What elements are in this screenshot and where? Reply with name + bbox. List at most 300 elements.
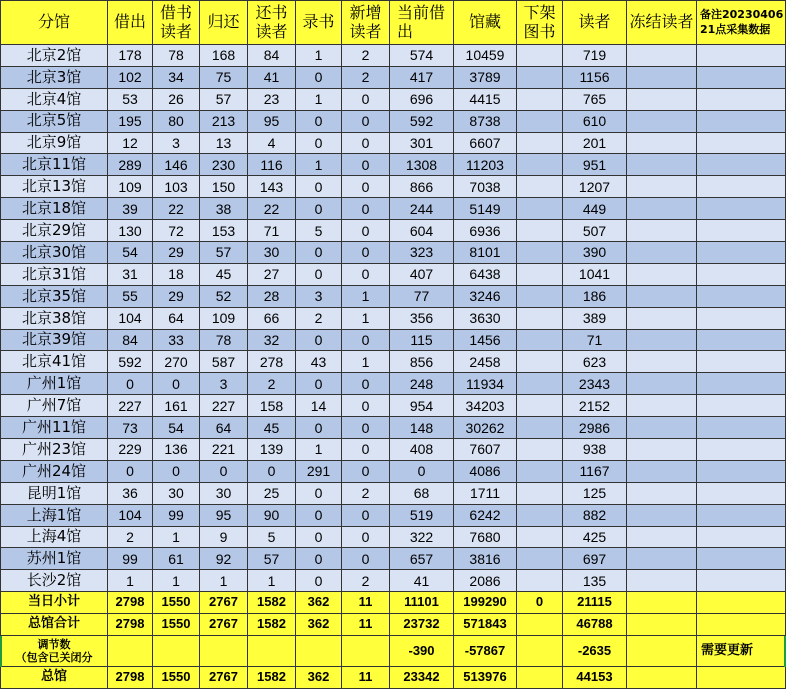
- frozen-readers-cell[interactable]: [627, 570, 697, 592]
- cataloged-books-cell[interactable]: 1: [296, 154, 342, 176]
- note-cell[interactable]: [697, 373, 786, 395]
- loans-cell[interactable]: 2798: [108, 667, 153, 689]
- summary-label-cell[interactable]: 总馆合计: [0, 614, 108, 636]
- current-loans-cell[interactable]: 856: [390, 351, 454, 373]
- borrowing-readers-cell[interactable]: 54: [153, 417, 200, 439]
- returns-cell[interactable]: 78: [200, 330, 248, 352]
- loans-cell[interactable]: 195: [108, 111, 153, 133]
- holdings-cell[interactable]: -57867: [454, 636, 517, 667]
- note-cell[interactable]: [697, 198, 786, 220]
- cataloged-books-cell[interactable]: 362: [296, 592, 342, 614]
- borrowing-readers-cell[interactable]: 34: [153, 67, 200, 89]
- new-readers-cell[interactable]: 11: [342, 667, 390, 689]
- delisted-books-cell[interactable]: [517, 286, 563, 308]
- new-readers-cell[interactable]: 0: [342, 264, 390, 286]
- loans-cell[interactable]: 2: [108, 527, 153, 549]
- cataloged-books-cell[interactable]: 0: [296, 133, 342, 155]
- delisted-books-cell[interactable]: [517, 548, 563, 570]
- cataloged-books-cell[interactable]: 3: [296, 286, 342, 308]
- returning-readers-cell[interactable]: 45: [248, 417, 296, 439]
- holdings-cell[interactable]: 571843: [454, 614, 517, 636]
- frozen-readers-cell[interactable]: [627, 330, 697, 352]
- borrowing-readers-cell[interactable]: 0: [153, 461, 200, 483]
- frozen-readers-cell[interactable]: [627, 45, 697, 67]
- holdings-cell[interactable]: 6242: [454, 505, 517, 527]
- returning-readers-cell[interactable]: 25: [248, 483, 296, 505]
- returns-cell[interactable]: 9: [200, 527, 248, 549]
- current-loans-cell[interactable]: 148: [390, 417, 454, 439]
- readers-cell[interactable]: 21115: [563, 592, 627, 614]
- delisted-books-cell[interactable]: [517, 351, 563, 373]
- readers-cell[interactable]: 1167: [563, 461, 627, 483]
- current-loans-cell[interactable]: 417: [390, 67, 454, 89]
- readers-cell[interactable]: 610: [563, 111, 627, 133]
- col-header-returns[interactable]: 归还: [200, 0, 248, 45]
- delisted-books-cell[interactable]: [517, 67, 563, 89]
- returns-cell[interactable]: 587: [200, 351, 248, 373]
- note-cell[interactable]: [697, 220, 786, 242]
- holdings-cell[interactable]: 8738: [454, 111, 517, 133]
- loans-cell[interactable]: 2798: [108, 614, 153, 636]
- current-loans-cell[interactable]: 322: [390, 527, 454, 549]
- readers-cell[interactable]: 1207: [563, 176, 627, 198]
- frozen-readers-cell[interactable]: [627, 667, 697, 689]
- frozen-readers-cell[interactable]: [627, 154, 697, 176]
- readers-cell[interactable]: 186: [563, 286, 627, 308]
- delisted-books-cell[interactable]: [517, 45, 563, 67]
- loans-cell[interactable]: 104: [108, 505, 153, 527]
- delisted-books-cell[interactable]: [517, 667, 563, 689]
- col-header-note[interactable]: [697, 0, 786, 45]
- returning-readers-cell[interactable]: 28: [248, 286, 296, 308]
- frozen-readers-cell[interactable]: [627, 264, 697, 286]
- current-loans-cell[interactable]: 23732: [390, 614, 454, 636]
- note-cell[interactable]: [697, 89, 786, 111]
- current-loans-cell[interactable]: 604: [390, 220, 454, 242]
- borrowing-readers-cell[interactable]: 1550: [153, 614, 200, 636]
- frozen-readers-cell[interactable]: [627, 439, 697, 461]
- new-readers-cell[interactable]: 0: [342, 220, 390, 242]
- current-loans-cell[interactable]: 323: [390, 242, 454, 264]
- new-readers-cell[interactable]: 0: [342, 242, 390, 264]
- frozen-readers-cell[interactable]: [627, 133, 697, 155]
- borrowing-readers-cell[interactable]: 0: [153, 373, 200, 395]
- holdings-cell[interactable]: 7038: [454, 176, 517, 198]
- new-readers-cell[interactable]: 0: [342, 176, 390, 198]
- holdings-cell[interactable]: 34203: [454, 395, 517, 417]
- readers-cell[interactable]: 44153: [563, 667, 627, 689]
- cataloged-books-cell[interactable]: 14: [296, 395, 342, 417]
- loans-cell[interactable]: 0: [108, 461, 153, 483]
- new-readers-cell[interactable]: 0: [342, 505, 390, 527]
- loans-cell[interactable]: 592: [108, 351, 153, 373]
- cataloged-books-cell[interactable]: [296, 636, 342, 667]
- branch-name-cell[interactable]: 广州24馆: [0, 461, 108, 483]
- readers-cell[interactable]: 697: [563, 548, 627, 570]
- delisted-books-cell[interactable]: [517, 417, 563, 439]
- cataloged-books-cell[interactable]: 5: [296, 220, 342, 242]
- frozen-readers-cell[interactable]: [627, 89, 697, 111]
- returning-readers-cell[interactable]: 1582: [248, 667, 296, 689]
- holdings-cell[interactable]: 2458: [454, 351, 517, 373]
- new-readers-cell[interactable]: 0: [342, 198, 390, 220]
- delisted-books-cell[interactable]: [517, 439, 563, 461]
- current-loans-cell[interactable]: 519: [390, 505, 454, 527]
- cataloged-books-cell[interactable]: 1: [296, 45, 342, 67]
- holdings-cell[interactable]: 11934: [454, 373, 517, 395]
- current-loans-cell[interactable]: 77: [390, 286, 454, 308]
- returning-readers-cell[interactable]: 84: [248, 45, 296, 67]
- new-readers-cell[interactable]: 2: [342, 45, 390, 67]
- readers-cell[interactable]: 2986: [563, 417, 627, 439]
- readers-cell[interactable]: -2635: [563, 636, 627, 667]
- cataloged-books-cell[interactable]: 291: [296, 461, 342, 483]
- delisted-books-cell[interactable]: [517, 308, 563, 330]
- returns-cell[interactable]: 75: [200, 67, 248, 89]
- branch-name-cell[interactable]: 北京18馆: [0, 198, 108, 220]
- returns-cell[interactable]: 57: [200, 89, 248, 111]
- returning-readers-cell[interactable]: 57: [248, 548, 296, 570]
- returns-cell[interactable]: 52: [200, 286, 248, 308]
- returning-readers-cell[interactable]: 95: [248, 111, 296, 133]
- returning-readers-cell[interactable]: 30: [248, 242, 296, 264]
- returning-readers-cell[interactable]: 143: [248, 176, 296, 198]
- holdings-cell[interactable]: 3816: [454, 548, 517, 570]
- current-loans-cell[interactable]: 0: [390, 461, 454, 483]
- branch-name-cell[interactable]: 广州11馆: [0, 417, 108, 439]
- holdings-cell[interactable]: 1456: [454, 330, 517, 352]
- note-cell[interactable]: [697, 351, 786, 373]
- borrowing-readers-cell[interactable]: 64: [153, 308, 200, 330]
- returning-readers-cell[interactable]: 32: [248, 330, 296, 352]
- returning-readers-cell[interactable]: 4: [248, 133, 296, 155]
- summary-label-cell[interactable]: [0, 636, 108, 667]
- readers-cell[interactable]: 938: [563, 439, 627, 461]
- holdings-cell[interactable]: 3246: [454, 286, 517, 308]
- returns-cell[interactable]: 168: [200, 45, 248, 67]
- cataloged-books-cell[interactable]: 2: [296, 308, 342, 330]
- branch-name-cell[interactable]: 北京29馆: [0, 220, 108, 242]
- loans-cell[interactable]: 229: [108, 439, 153, 461]
- borrowing-readers-cell[interactable]: 78: [153, 45, 200, 67]
- borrowing-readers-cell[interactable]: [153, 636, 200, 667]
- frozen-readers-cell[interactable]: [627, 351, 697, 373]
- loans-cell[interactable]: 227: [108, 395, 153, 417]
- loans-cell[interactable]: 53: [108, 89, 153, 111]
- readers-cell[interactable]: 135: [563, 570, 627, 592]
- new-readers-cell[interactable]: 0: [342, 89, 390, 111]
- returns-cell[interactable]: 227: [200, 395, 248, 417]
- loans-cell[interactable]: 2798: [108, 592, 153, 614]
- note-cell[interactable]: [697, 417, 786, 439]
- frozen-readers-cell[interactable]: [627, 198, 697, 220]
- returns-cell[interactable]: 221: [200, 439, 248, 461]
- borrowing-readers-cell[interactable]: 3: [153, 133, 200, 155]
- returns-cell[interactable]: 13: [200, 133, 248, 155]
- borrowing-readers-cell[interactable]: 1550: [153, 592, 200, 614]
- holdings-cell[interactable]: 7680: [454, 527, 517, 549]
- cataloged-books-cell[interactable]: 0: [296, 483, 342, 505]
- note-cell[interactable]: [697, 614, 786, 636]
- returns-cell[interactable]: 30: [200, 483, 248, 505]
- borrowing-readers-cell[interactable]: 1: [153, 570, 200, 592]
- delisted-books-cell[interactable]: [517, 570, 563, 592]
- delisted-books-cell[interactable]: [517, 133, 563, 155]
- loans-cell[interactable]: 104: [108, 308, 153, 330]
- cataloged-books-cell[interactable]: 0: [296, 111, 342, 133]
- returns-cell[interactable]: 57: [200, 242, 248, 264]
- current-loans-cell[interactable]: 1308: [390, 154, 454, 176]
- returns-cell[interactable]: 0: [200, 461, 248, 483]
- borrowing-readers-cell[interactable]: 33: [153, 330, 200, 352]
- new-readers-cell[interactable]: 2: [342, 570, 390, 592]
- branch-name-cell[interactable]: 昆明1馆: [0, 483, 108, 505]
- loans-cell[interactable]: 84: [108, 330, 153, 352]
- loans-cell[interactable]: 39: [108, 198, 153, 220]
- returning-readers-cell[interactable]: 27: [248, 264, 296, 286]
- delisted-books-cell[interactable]: [517, 154, 563, 176]
- current-loans-cell[interactable]: 41: [390, 570, 454, 592]
- loans-cell[interactable]: 31: [108, 264, 153, 286]
- branch-name-cell[interactable]: 上海1馆: [0, 505, 108, 527]
- returns-cell[interactable]: 45: [200, 264, 248, 286]
- frozen-readers-cell[interactable]: [627, 614, 697, 636]
- borrowing-readers-cell[interactable]: 103: [153, 176, 200, 198]
- col-header-borrowing-readers[interactable]: 借书读者: [153, 0, 200, 45]
- delisted-books-cell[interactable]: [517, 483, 563, 505]
- holdings-cell[interactable]: 5149: [454, 198, 517, 220]
- current-loans-cell[interactable]: 408: [390, 439, 454, 461]
- note-cell[interactable]: [697, 667, 786, 689]
- borrowing-readers-cell[interactable]: 18: [153, 264, 200, 286]
- readers-cell[interactable]: 951: [563, 154, 627, 176]
- delisted-books-cell[interactable]: [517, 614, 563, 636]
- new-readers-cell[interactable]: 0: [342, 111, 390, 133]
- loans-cell[interactable]: 102: [108, 67, 153, 89]
- loans-cell[interactable]: 0: [108, 373, 153, 395]
- holdings-cell[interactable]: 1711: [454, 483, 517, 505]
- cataloged-books-cell[interactable]: 0: [296, 548, 342, 570]
- returning-readers-cell[interactable]: 5: [248, 527, 296, 549]
- current-loans-cell[interactable]: 592: [390, 111, 454, 133]
- note-cell[interactable]: [697, 548, 786, 570]
- current-loans-cell[interactable]: 356: [390, 308, 454, 330]
- note-cell[interactable]: [697, 242, 786, 264]
- note-cell[interactable]: [697, 505, 786, 527]
- loans-cell[interactable]: 54: [108, 242, 153, 264]
- delisted-books-cell[interactable]: [517, 395, 563, 417]
- returning-readers-cell[interactable]: 90: [248, 505, 296, 527]
- note-cell[interactable]: [697, 111, 786, 133]
- new-readers-cell[interactable]: 0: [342, 527, 390, 549]
- returning-readers-cell[interactable]: 1: [248, 570, 296, 592]
- current-loans-cell[interactable]: 407: [390, 264, 454, 286]
- readers-cell[interactable]: 125: [563, 483, 627, 505]
- readers-cell[interactable]: 201: [563, 133, 627, 155]
- loans-cell[interactable]: 178: [108, 45, 153, 67]
- loans-cell[interactable]: 99: [108, 548, 153, 570]
- readers-cell[interactable]: 623: [563, 351, 627, 373]
- returning-readers-cell[interactable]: 71: [248, 220, 296, 242]
- frozen-readers-cell[interactable]: [627, 505, 697, 527]
- current-loans-cell[interactable]: 866: [390, 176, 454, 198]
- frozen-readers-cell[interactable]: [627, 636, 697, 667]
- frozen-readers-cell[interactable]: [627, 548, 697, 570]
- returns-cell[interactable]: 150: [200, 176, 248, 198]
- note-cell[interactable]: [697, 286, 786, 308]
- delisted-books-cell[interactable]: [517, 505, 563, 527]
- new-readers-cell[interactable]: 2: [342, 483, 390, 505]
- delisted-books-cell[interactable]: [517, 264, 563, 286]
- delisted-books-cell[interactable]: [517, 176, 563, 198]
- returning-readers-cell[interactable]: 1582: [248, 592, 296, 614]
- cataloged-books-cell[interactable]: 0: [296, 198, 342, 220]
- borrowing-readers-cell[interactable]: 29: [153, 242, 200, 264]
- borrowing-readers-cell[interactable]: 26: [153, 89, 200, 111]
- holdings-cell[interactable]: 6936: [454, 220, 517, 242]
- delisted-books-cell[interactable]: 0: [517, 592, 563, 614]
- returning-readers-cell[interactable]: 0: [248, 461, 296, 483]
- cataloged-books-cell[interactable]: 0: [296, 264, 342, 286]
- current-loans-cell[interactable]: 11101: [390, 592, 454, 614]
- holdings-cell[interactable]: 10459: [454, 45, 517, 67]
- branch-name-cell[interactable]: 苏州1馆: [0, 548, 108, 570]
- current-loans-cell[interactable]: 115: [390, 330, 454, 352]
- holdings-cell[interactable]: 3789: [454, 67, 517, 89]
- cataloged-books-cell[interactable]: 0: [296, 242, 342, 264]
- current-loans-cell[interactable]: -390: [390, 636, 454, 667]
- branch-name-cell[interactable]: 北京11馆: [0, 154, 108, 176]
- loans-cell[interactable]: 12: [108, 133, 153, 155]
- readers-cell[interactable]: 2152: [563, 395, 627, 417]
- note-cell[interactable]: [697, 395, 786, 417]
- branch-name-cell[interactable]: 广州7馆: [0, 395, 108, 417]
- new-readers-cell[interactable]: 1: [342, 308, 390, 330]
- cataloged-books-cell[interactable]: 1: [296, 439, 342, 461]
- readers-cell[interactable]: 765: [563, 89, 627, 111]
- returns-cell[interactable]: 153: [200, 220, 248, 242]
- returns-cell[interactable]: 109: [200, 308, 248, 330]
- branch-name-cell[interactable]: 北京38馆: [0, 308, 108, 330]
- borrowing-readers-cell[interactable]: 136: [153, 439, 200, 461]
- returning-readers-cell[interactable]: 1582: [248, 614, 296, 636]
- holdings-cell[interactable]: 11203: [454, 154, 517, 176]
- col-header-delisted-books[interactable]: 下架图书: [517, 0, 563, 45]
- cataloged-books-cell[interactable]: 0: [296, 67, 342, 89]
- col-header-holdings[interactable]: 馆藏: [454, 0, 517, 45]
- new-readers-cell[interactable]: 0: [342, 330, 390, 352]
- loans-cell[interactable]: 1: [108, 570, 153, 592]
- new-readers-cell[interactable]: 0: [342, 417, 390, 439]
- returns-cell[interactable]: 92: [200, 548, 248, 570]
- frozen-readers-cell[interactable]: [627, 527, 697, 549]
- note-cell[interactable]: [697, 461, 786, 483]
- returning-readers-cell[interactable]: 66: [248, 308, 296, 330]
- note-cell[interactable]: [697, 45, 786, 67]
- delisted-books-cell[interactable]: [517, 242, 563, 264]
- returns-cell[interactable]: [200, 636, 248, 667]
- borrowing-readers-cell[interactable]: 72: [153, 220, 200, 242]
- branch-name-cell[interactable]: 北京30馆: [0, 242, 108, 264]
- borrowing-readers-cell[interactable]: 61: [153, 548, 200, 570]
- frozen-readers-cell[interactable]: [627, 242, 697, 264]
- branch-name-cell[interactable]: 北京31馆: [0, 264, 108, 286]
- delisted-books-cell[interactable]: [517, 198, 563, 220]
- frozen-readers-cell[interactable]: [627, 176, 697, 198]
- readers-cell[interactable]: 2343: [563, 373, 627, 395]
- loans-cell[interactable]: 109: [108, 176, 153, 198]
- new-readers-cell[interactable]: 0: [342, 439, 390, 461]
- loans-cell[interactable]: 130: [108, 220, 153, 242]
- returns-cell[interactable]: 2767: [200, 592, 248, 614]
- borrowing-readers-cell[interactable]: 270: [153, 351, 200, 373]
- returns-cell[interactable]: 64: [200, 417, 248, 439]
- holdings-cell[interactable]: 3630: [454, 308, 517, 330]
- col-header-current-loans[interactable]: 当前借出: [390, 0, 454, 45]
- returning-readers-cell[interactable]: 158: [248, 395, 296, 417]
- loans-cell[interactable]: 55: [108, 286, 153, 308]
- branch-name-cell[interactable]: 北京9馆: [0, 133, 108, 155]
- cataloged-books-cell[interactable]: 0: [296, 373, 342, 395]
- new-readers-cell[interactable]: 11: [342, 614, 390, 636]
- summary-label-cell[interactable]: 当日小计: [0, 592, 108, 614]
- new-readers-cell[interactable]: 0: [342, 395, 390, 417]
- returning-readers-cell[interactable]: 22: [248, 198, 296, 220]
- holdings-cell[interactable]: 513976: [454, 667, 517, 689]
- readers-cell[interactable]: 1041: [563, 264, 627, 286]
- borrowing-readers-cell[interactable]: 1550: [153, 667, 200, 689]
- frozen-readers-cell[interactable]: [627, 220, 697, 242]
- note-cell[interactable]: [697, 439, 786, 461]
- returning-readers-cell[interactable]: [248, 636, 296, 667]
- borrowing-readers-cell[interactable]: 30: [153, 483, 200, 505]
- returns-cell[interactable]: 2767: [200, 614, 248, 636]
- current-loans-cell[interactable]: 301: [390, 133, 454, 155]
- cataloged-books-cell[interactable]: 362: [296, 614, 342, 636]
- borrowing-readers-cell[interactable]: 29: [153, 286, 200, 308]
- branch-name-cell[interactable]: 北京41馆: [0, 351, 108, 373]
- branch-name-cell[interactable]: 上海4馆: [0, 527, 108, 549]
- holdings-cell[interactable]: 4086: [454, 461, 517, 483]
- cataloged-books-cell[interactable]: 0: [296, 570, 342, 592]
- branch-name-cell[interactable]: 广州1馆: [0, 373, 108, 395]
- new-readers-cell[interactable]: 0: [342, 548, 390, 570]
- cataloged-books-cell[interactable]: 43: [296, 351, 342, 373]
- returns-cell[interactable]: 230: [200, 154, 248, 176]
- col-header-cataloged-books[interactable]: 录书: [296, 0, 342, 45]
- returning-readers-cell[interactable]: 2: [248, 373, 296, 395]
- new-readers-cell[interactable]: 11: [342, 592, 390, 614]
- current-loans-cell[interactable]: 696: [390, 89, 454, 111]
- frozen-readers-cell[interactable]: [627, 592, 697, 614]
- delisted-books-cell[interactable]: [517, 461, 563, 483]
- delisted-books-cell[interactable]: [517, 220, 563, 242]
- current-loans-cell[interactable]: 23342: [390, 667, 454, 689]
- borrowing-readers-cell[interactable]: 1: [153, 527, 200, 549]
- returns-cell[interactable]: 2767: [200, 667, 248, 689]
- col-header-loans[interactable]: 借出: [108, 0, 153, 45]
- readers-cell[interactable]: 882: [563, 505, 627, 527]
- holdings-cell[interactable]: 30262: [454, 417, 517, 439]
- note-cell[interactable]: [697, 592, 786, 614]
- cataloged-books-cell[interactable]: 0: [296, 527, 342, 549]
- note-cell[interactable]: [697, 483, 786, 505]
- returning-readers-cell[interactable]: 278: [248, 351, 296, 373]
- note-cell[interactable]: [697, 67, 786, 89]
- frozen-readers-cell[interactable]: [627, 461, 697, 483]
- summary-label-cell[interactable]: 总馆: [0, 667, 108, 689]
- returning-readers-cell[interactable]: 41: [248, 67, 296, 89]
